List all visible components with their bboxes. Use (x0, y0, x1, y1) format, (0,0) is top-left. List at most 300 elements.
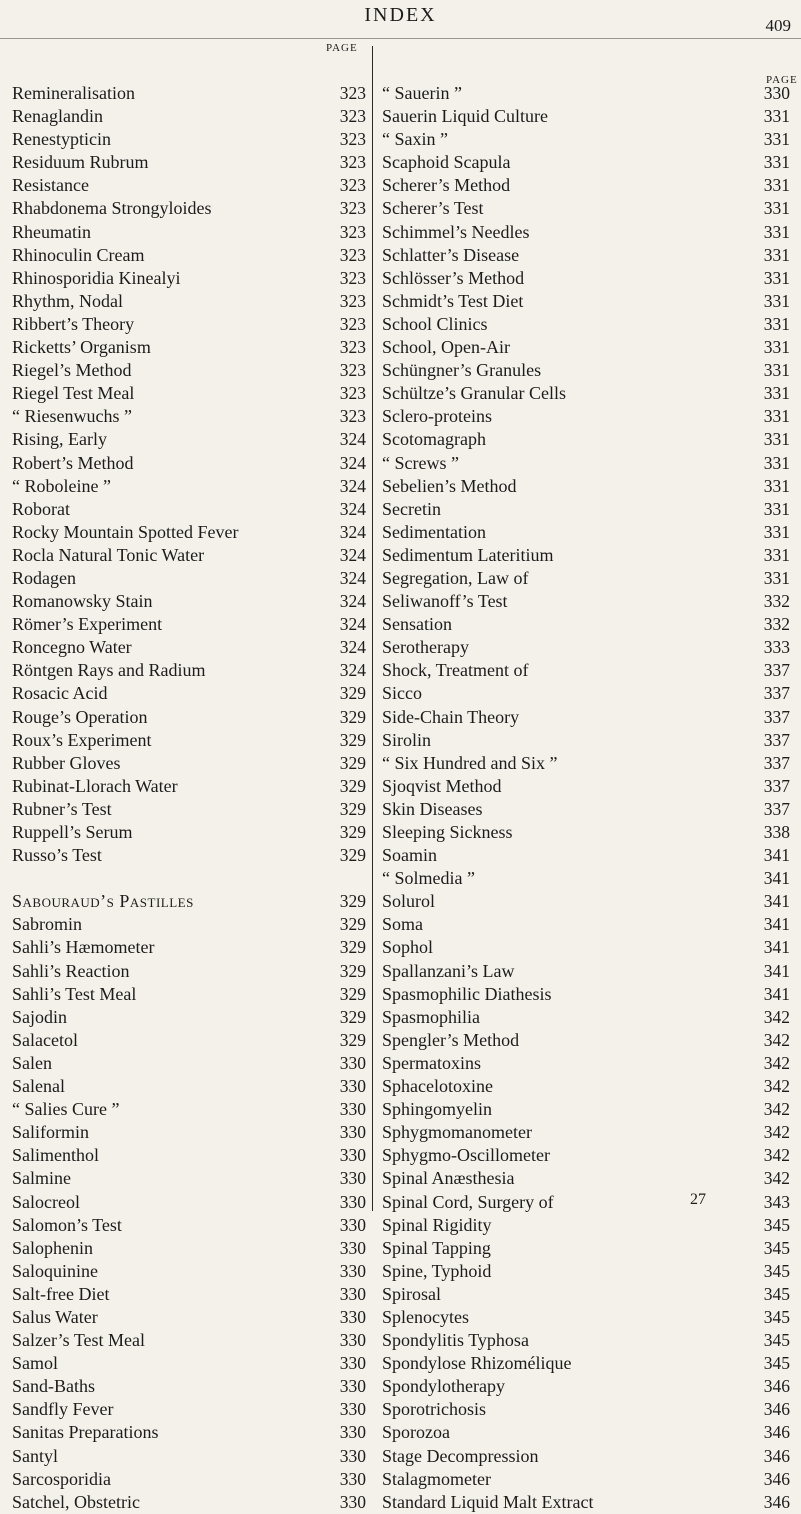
index-page-ref: 324 (339, 591, 366, 612)
index-term: Roux’s Experiment (12, 729, 152, 750)
index-entry (382, 1445, 794, 1468)
index-entry (382, 752, 794, 775)
index-entry (12, 151, 366, 174)
index-page-ref: 332 (763, 614, 790, 635)
index-entry (382, 729, 794, 752)
index-entry (12, 613, 366, 636)
index-page-ref: 323 (339, 221, 366, 242)
index-page-ref: 324 (339, 660, 366, 681)
index-page-ref: 324 (339, 498, 366, 519)
index-term: Stage Decompression (382, 1445, 539, 1466)
index-entry (12, 1306, 366, 1329)
index-entry (12, 174, 366, 197)
index-entry (382, 706, 794, 729)
index-page-ref: 337 (763, 660, 790, 681)
index-term: Salomon’s Test (12, 1214, 122, 1235)
index-page-ref: 346 (763, 1399, 790, 1420)
index-entry (382, 844, 794, 867)
index-term: Sand-Baths (12, 1376, 95, 1397)
index-page-ref: 331 (763, 267, 790, 288)
index-entry (382, 1144, 794, 1167)
index-page-ref: 323 (339, 83, 366, 103)
index-page-ref: 323 (339, 290, 366, 311)
index-term: Satchel, Obstetric (12, 1491, 140, 1512)
index-term: Spasmophilic Diathesis (382, 983, 552, 1004)
index-entry (12, 1283, 366, 1306)
index-entry (382, 1006, 794, 1029)
index-page-ref: 331 (763, 544, 790, 565)
index-term: Spinal Anæsthesia (382, 1168, 515, 1189)
index-entry (12, 752, 366, 775)
index-entry (382, 1468, 794, 1491)
index-term: Rhythm, Nodal (12, 290, 123, 311)
index-entry (382, 1167, 794, 1190)
index-entry (382, 428, 794, 451)
index-entry (382, 1398, 794, 1421)
index-page-ref: 329 (339, 775, 366, 796)
index-column-right (382, 82, 794, 1514)
index-entry (12, 1167, 366, 1190)
index-term: Schültze’s Granular Cells (382, 383, 566, 404)
index-entry (382, 290, 794, 313)
index-entry (12, 382, 366, 405)
index-entry (382, 1329, 794, 1352)
index-term: Samol (12, 1353, 59, 1374)
index-entry (12, 452, 366, 475)
index-page-ref: 329 (339, 729, 366, 750)
index-term: “ Roboleine ” (12, 475, 111, 496)
index-term: Rhinosporidia Kinealyi (12, 267, 181, 288)
index-entry (382, 244, 794, 267)
index-entry (382, 1421, 794, 1444)
index-page-ref: 338 (763, 822, 790, 842)
index-page-ref: 337 (763, 775, 790, 796)
index-page-ref: 330 (339, 1330, 366, 1351)
index-page-ref: 341 (763, 891, 790, 912)
index-entry (382, 359, 794, 382)
index-term: Spinal Cord, Surgery of (382, 1191, 554, 1212)
header-rule (0, 38, 801, 39)
index-entry (12, 1375, 366, 1398)
index-page-ref: 323 (339, 175, 366, 196)
index-page-ref: 324 (339, 637, 366, 658)
index-entry (382, 521, 794, 544)
section-gap (12, 867, 366, 890)
index-entry (12, 359, 366, 382)
index-term: Schmidt’s Test Diet (382, 290, 524, 311)
index-page-ref: 337 (763, 752, 790, 773)
index-entry (382, 821, 794, 844)
index-page-ref: 345 (763, 1237, 790, 1258)
index-term: Russo’s Test (12, 845, 102, 866)
index-page-ref: 341 (763, 983, 790, 1004)
index-entry (12, 659, 366, 682)
index-page-ref: 330 (339, 1445, 366, 1466)
index-entry (382, 613, 794, 636)
index-page-ref: 324 (339, 614, 366, 635)
index-term: Rising, Early (12, 429, 107, 450)
index-term: Sanitas Preparations (12, 1422, 159, 1443)
index-page-ref: 330 (339, 1399, 366, 1420)
index-page-ref: 330 (339, 1422, 366, 1443)
index-term: “ Saxin ” (382, 129, 448, 150)
index-term: School Clinics (382, 313, 488, 334)
index-term: Soamin (382, 845, 438, 866)
index-entry (12, 498, 366, 521)
index-entry (12, 405, 366, 428)
index-entry (12, 936, 366, 959)
index-page-ref: 346 (763, 1422, 790, 1443)
index-term: Scherer’s Method (382, 175, 511, 196)
index-entry (382, 1214, 794, 1237)
index-entry (382, 1029, 794, 1052)
index-entry (382, 498, 794, 521)
index-entry (382, 890, 794, 913)
index-entry (382, 936, 794, 959)
index-term: Rubber Gloves (12, 752, 121, 773)
index-page-ref: 330 (339, 1122, 366, 1143)
index-page-ref: 337 (763, 798, 790, 819)
index-page-ref: 330 (339, 1168, 366, 1189)
index-entry (12, 590, 366, 613)
index-page-ref: 331 (763, 475, 790, 496)
index-term: Splenocytes (382, 1306, 469, 1327)
index-term: Römer’s Experiment (12, 614, 163, 635)
index-term: Sporotrichosis (382, 1399, 487, 1420)
index-entry (12, 1075, 366, 1098)
index-entry (382, 1237, 794, 1260)
index-entry (12, 544, 366, 567)
index-entry (12, 244, 366, 267)
index-term: Sajodin (12, 1006, 68, 1027)
index-term: Secretin (382, 498, 441, 519)
index-page-ref: 324 (339, 452, 366, 473)
index-term: Solurol (382, 891, 436, 912)
index-term: Riegel Test Meal (12, 383, 135, 404)
index-term: Standard Liquid Malt Extract (382, 1491, 594, 1512)
index-term: Soma (382, 914, 424, 935)
index-page-ref: 330 (339, 1376, 366, 1397)
index-page-ref: 345 (763, 1306, 790, 1327)
index-page-ref: 329 (339, 937, 366, 958)
index-entry (12, 1491, 366, 1514)
index-term: Schüngner’s Granules (382, 360, 542, 381)
index-entry (12, 221, 366, 244)
index-term: Spirosal (382, 1283, 442, 1304)
index-page-ref: 343 (763, 1191, 790, 1212)
index-entry (12, 1029, 366, 1052)
index-entry (12, 128, 366, 151)
index-term: Seliwanoff’s Test (382, 591, 508, 612)
index-entry (12, 1191, 366, 1214)
index-entry (12, 983, 366, 1006)
index-entry (12, 1421, 366, 1444)
index-term: Sclero-proteins (382, 406, 492, 427)
index-term: Rhinoculin Cream (12, 244, 145, 265)
index-entry (382, 775, 794, 798)
index-page-ref: 346 (763, 1445, 790, 1466)
index-term: Segregation, Law of (382, 567, 529, 588)
index-page-ref: 330 (339, 1260, 366, 1281)
index-page-ref: 330 (339, 1306, 366, 1327)
index-term: Renaglandin (12, 106, 103, 127)
index-page-ref: 337 (763, 706, 790, 727)
index-term: Salophenin (12, 1237, 93, 1258)
index-entry (382, 1283, 794, 1306)
index-term: Renestypticin (12, 129, 111, 150)
index-page-ref: 331 (763, 106, 790, 127)
index-term: Serotherapy (382, 637, 469, 658)
index-term: Ruppell’s Serum (12, 822, 133, 842)
index-page-ref: 323 (339, 244, 366, 265)
index-term: Sophol (382, 937, 434, 958)
index-term: Romanowsky Stain (12, 591, 153, 612)
index-page-ref: 330 (339, 1237, 366, 1258)
index-term: Spondylitis Typhosa (382, 1330, 529, 1351)
index-term: Robert’s Method (12, 452, 134, 473)
index-term: Spondylotherapy (382, 1376, 505, 1397)
index-term: School, Open-Air (382, 337, 510, 358)
index-page-ref: 337 (763, 729, 790, 750)
index-entry (382, 336, 794, 359)
index-term: Saliformin (12, 1122, 89, 1143)
index-page-ref: 330 (339, 1214, 366, 1235)
index-entry (12, 1352, 366, 1375)
index-page-ref: 342 (763, 1099, 790, 1120)
index-term: Sebelien’s Method (382, 475, 517, 496)
index-entry (12, 1398, 366, 1421)
index-page-ref: 324 (339, 475, 366, 496)
index-term: Residuum Rubrum (12, 152, 149, 173)
index-page-ref: 324 (339, 429, 366, 450)
index-page-ref: 342 (763, 1076, 790, 1097)
index-page-ref: 331 (763, 406, 790, 427)
index-page-ref: 323 (339, 267, 366, 288)
index-term: “ Solmedia ” (382, 868, 475, 889)
index-term: Scotomagraph (382, 429, 486, 450)
index-term: Sensation (382, 614, 452, 635)
index-page-ref: 331 (763, 175, 790, 196)
index-term: Sabouraud’s Pastilles (12, 891, 194, 912)
index-page-ref: 323 (339, 313, 366, 334)
index-entry (382, 567, 794, 590)
index-page-ref: 323 (339, 360, 366, 381)
index-entry (12, 890, 366, 913)
index-page-ref: 331 (763, 567, 790, 588)
index-term: Salacetol (12, 1029, 78, 1050)
index-entry (382, 221, 794, 244)
index-term: Salocreol (12, 1191, 80, 1212)
index-term: Spengler’s Method (382, 1029, 520, 1050)
index-entry (382, 313, 794, 336)
index-entry (382, 151, 794, 174)
index-entry (12, 197, 366, 220)
index-page-ref: 329 (339, 960, 366, 981)
index-term: Sauerin Liquid Culture (382, 106, 548, 127)
index-page-ref: 333 (763, 637, 790, 658)
index-page-ref: 342 (763, 1052, 790, 1073)
index-term: Scherer’s Test (382, 198, 484, 219)
index-page-ref: 329 (339, 752, 366, 773)
index-term: Santyl (12, 1445, 59, 1466)
index-page-ref: 346 (763, 1491, 790, 1512)
index-entry (12, 1329, 366, 1352)
index-term: Spermatoxins (382, 1052, 481, 1073)
index-term: Resistance (12, 175, 89, 196)
index-entry (12, 336, 366, 359)
index-entry (12, 706, 366, 729)
index-entry (382, 267, 794, 290)
index-term: Ricketts’ Organism (12, 337, 151, 358)
page-title: INDEX (364, 4, 437, 26)
index-page-ref: 330 (339, 1491, 366, 1512)
index-page-ref: 331 (763, 313, 790, 334)
index-term: Stalagmometer (382, 1468, 491, 1489)
index-entry (12, 1052, 366, 1075)
index-page-ref: 329 (339, 706, 366, 727)
index-term: Salzer’s Test Meal (12, 1330, 146, 1351)
index-entry (12, 1468, 366, 1491)
index-page-ref: 324 (339, 544, 366, 565)
index-term: Sphygmomanometer (382, 1122, 532, 1143)
index-entry (12, 1214, 366, 1237)
index-entry (12, 313, 366, 336)
index-page-ref: 324 (339, 521, 366, 542)
index-term: Spinal Rigidity (382, 1214, 492, 1235)
index-page-ref: 331 (763, 498, 790, 519)
signature-mark: 27 (690, 1191, 706, 1208)
index-page-ref: 330 (339, 1283, 366, 1304)
index-term: Rubinat-Llorach Water (12, 775, 178, 796)
index-page-ref: 329 (339, 983, 366, 1004)
index-entry (12, 105, 366, 128)
index-page-ref: 342 (763, 1006, 790, 1027)
index-entry (382, 1260, 794, 1283)
index-page-ref: 331 (763, 360, 790, 381)
index-page-ref: 342 (763, 1122, 790, 1143)
index-term: Salmine (12, 1168, 71, 1189)
index-page-ref: 329 (339, 891, 366, 912)
index-page-ref: 323 (339, 152, 366, 173)
index-page-ref: 323 (339, 383, 366, 404)
index-term: Rosacic Acid (12, 683, 108, 704)
index-term: Skin Diseases (382, 798, 483, 819)
page-number: 409 (765, 16, 791, 35)
index-entry (382, 590, 794, 613)
index-term: Salimenthol (12, 1145, 99, 1166)
index-term: Sjoqvist Method (382, 775, 502, 796)
index-page-ref: 329 (339, 845, 366, 866)
index-entry (382, 1306, 794, 1329)
index-term: Sphingomyelin (382, 1099, 493, 1120)
index-entry (12, 267, 366, 290)
index-term: Rocla Natural Tonic Water (12, 544, 205, 565)
index-page-ref: 323 (339, 106, 366, 127)
index-entry (12, 475, 366, 498)
index-entry (382, 659, 794, 682)
index-entry (12, 1144, 366, 1167)
index-entry (12, 682, 366, 705)
index-page-ref: 329 (339, 1006, 366, 1027)
index-entry (382, 475, 794, 498)
index-page-ref: 331 (763, 290, 790, 311)
page-column-label-right: PAGE (766, 74, 798, 86)
index-entry (382, 452, 794, 475)
index-entry (382, 1191, 794, 1214)
index-page-ref: 345 (763, 1283, 790, 1304)
index-page-ref: 329 (339, 822, 366, 842)
index-entry (12, 775, 366, 798)
index-page-ref: 345 (763, 1353, 790, 1374)
index-page-ref: 329 (339, 683, 366, 704)
index-entry (382, 798, 794, 821)
index-term: Spasmophilia (382, 1006, 480, 1027)
index-term: Sicco (382, 683, 422, 704)
index-page-ref: 341 (763, 868, 790, 889)
index-term: “ Six Hundred and Six ” (382, 752, 558, 773)
index-page-ref: 323 (339, 129, 366, 150)
index-page-ref: 342 (763, 1029, 790, 1050)
index-term: Spallanzani’s Law (382, 960, 515, 981)
index-term: Schlösser’s Method (382, 267, 525, 288)
index-term: Sarcosporidia (12, 1468, 111, 1489)
index-page-ref: 330 (339, 1099, 366, 1120)
index-page-ref: 324 (339, 567, 366, 588)
index-entry (12, 428, 366, 451)
index-term: Rheumatin (12, 221, 91, 242)
index-entry (12, 844, 366, 867)
index-term: Salt-free Diet (12, 1283, 110, 1304)
index-entry (12, 82, 366, 105)
index-page-ref: 329 (339, 1029, 366, 1050)
index-page-ref: 331 (763, 129, 790, 150)
index-page-ref: 346 (763, 1376, 790, 1397)
index-term: Spine, Typhoid (382, 1260, 492, 1281)
index-term: Shock, Treatment of (382, 660, 529, 681)
index-page-ref: 331 (763, 383, 790, 404)
index-entry (12, 636, 366, 659)
index-term: Saloquinine (12, 1260, 98, 1281)
index-term: Sporozoa (382, 1422, 450, 1443)
index-entry (12, 821, 366, 844)
index-term: “ Screws ” (382, 452, 459, 473)
running-head (0, 2, 801, 35)
index-term: Sahli’s Test Meal (12, 983, 137, 1004)
index-entry (382, 960, 794, 983)
index-page-ref: 330 (339, 1353, 366, 1374)
index-entry (382, 1491, 794, 1514)
index-term: Sabromin (12, 914, 82, 935)
index-term: Sahli’s Reaction (12, 960, 130, 981)
index-entry (382, 1121, 794, 1144)
index-term: Sedimentation (382, 521, 486, 542)
index-term: Sirolin (382, 729, 432, 750)
index-term: “ Salies Cure ” (12, 1099, 120, 1120)
index-page-ref: 341 (763, 914, 790, 935)
index-page-ref: 329 (339, 914, 366, 935)
index-entry (382, 913, 794, 936)
index-term: Rhabdonema Strongyloides (12, 198, 212, 219)
index-entry (12, 729, 366, 752)
index-term: Sleeping Sickness (382, 822, 513, 842)
index-term: Spinal Tapping (382, 1237, 491, 1258)
index-page-ref: 331 (763, 337, 790, 358)
index-page-ref: 346 (763, 1468, 790, 1489)
index-page-ref: 330 (339, 1468, 366, 1489)
index-page-ref: 331 (763, 152, 790, 173)
index-page-ref: 331 (763, 198, 790, 219)
index-entry (382, 405, 794, 428)
